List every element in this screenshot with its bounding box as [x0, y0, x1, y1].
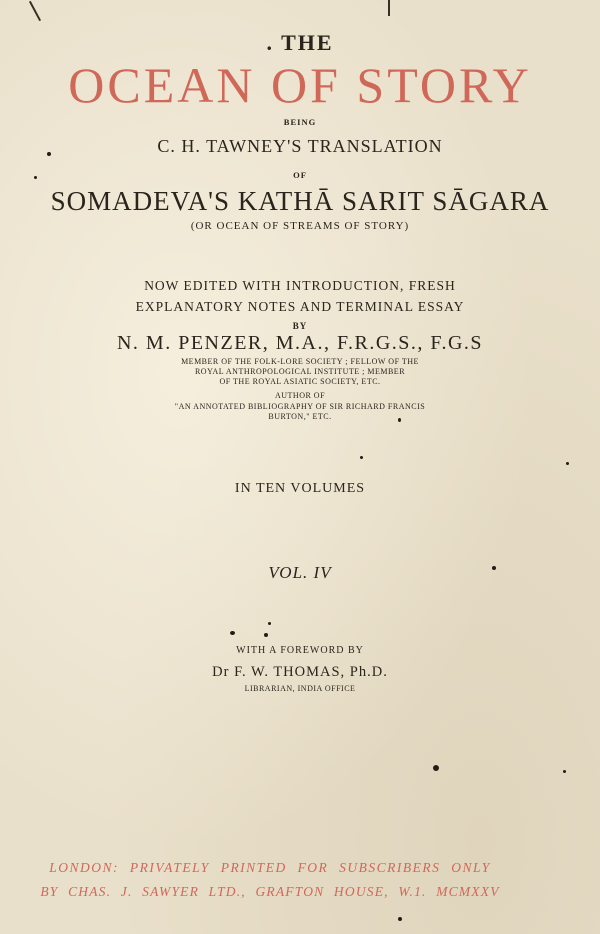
- editor-by: BY: [292, 321, 308, 331]
- ink-speck: [433, 765, 439, 771]
- volume-set: IN TEN VOLUMES: [234, 481, 366, 496]
- editor-intro-2: EXPLANATORY NOTES AND TERMINAL ESSAY: [135, 299, 465, 314]
- volume-number: VOL. IV: [268, 563, 332, 582]
- ink-speck: [398, 917, 402, 921]
- foreword-author-role: LIBRARIAN, INDIA OFFICE: [244, 684, 356, 693]
- editor-name: N. M. PENZER, M.A., F.R.G.S., F.G.S: [116, 332, 484, 354]
- main-title: OCEAN OF STORY: [68, 57, 532, 113]
- paper-mark: [388, 0, 390, 16]
- ink-speck: [360, 456, 363, 459]
- editor-credentials-1: MEMBER OF THE FOLK-LORE SOCIETY ; FELLOW OF THE: [181, 357, 419, 366]
- title-the: . THE: [266, 30, 334, 55]
- ink-speck: [230, 631, 235, 635]
- ink-speck: [563, 770, 566, 773]
- foreword-intro: WITH A FOREWORD BY: [236, 645, 364, 656]
- ink-speck: [268, 622, 271, 625]
- foreword-author: Dr F. W. THOMAS, Ph.D.: [212, 664, 388, 680]
- imprint-line-2: BY CHAS. J. SAWYER LTD., GRAFTON HOUSE, W.1. MCMXXV: [40, 884, 500, 899]
- ink-speck: [264, 633, 268, 637]
- title-of: OF: [293, 170, 307, 180]
- ink-speck: [566, 462, 569, 465]
- work-subtitle: (OR OCEAN OF STREAMS OF STORY): [190, 220, 410, 232]
- author-of: AUTHOR OF: [274, 391, 326, 400]
- work-title: SOMADEVA'S KATHĀ SARIT SĀGARA: [50, 186, 550, 216]
- author-book-1: "AN ANNOTATED BIBLIOGRAPHY OF SIR RICHARD FRANCIS: [174, 402, 426, 411]
- author-book-2: BURTON," ETC.: [268, 412, 332, 421]
- title-being: BEING: [283, 117, 317, 127]
- translator-line: C. H. TAWNEY'S TRANSLATION: [157, 136, 443, 156]
- imprint-line-1: LONDON: PRIVATELY PRINTED FOR SUBSCRIBERS ONLY: [49, 860, 491, 875]
- editor-credentials-2: ROYAL ANTHROPOLOGICAL INSTITUTE ; MEMBER: [194, 367, 406, 376]
- editor-intro-1: NOW EDITED WITH INTRODUCTION, FRESH: [144, 278, 456, 293]
- paper-mark: [29, 1, 41, 21]
- editor-credentials-3: OF THE ROYAL ASIATIC SOCIETY, ETC.: [219, 377, 381, 386]
